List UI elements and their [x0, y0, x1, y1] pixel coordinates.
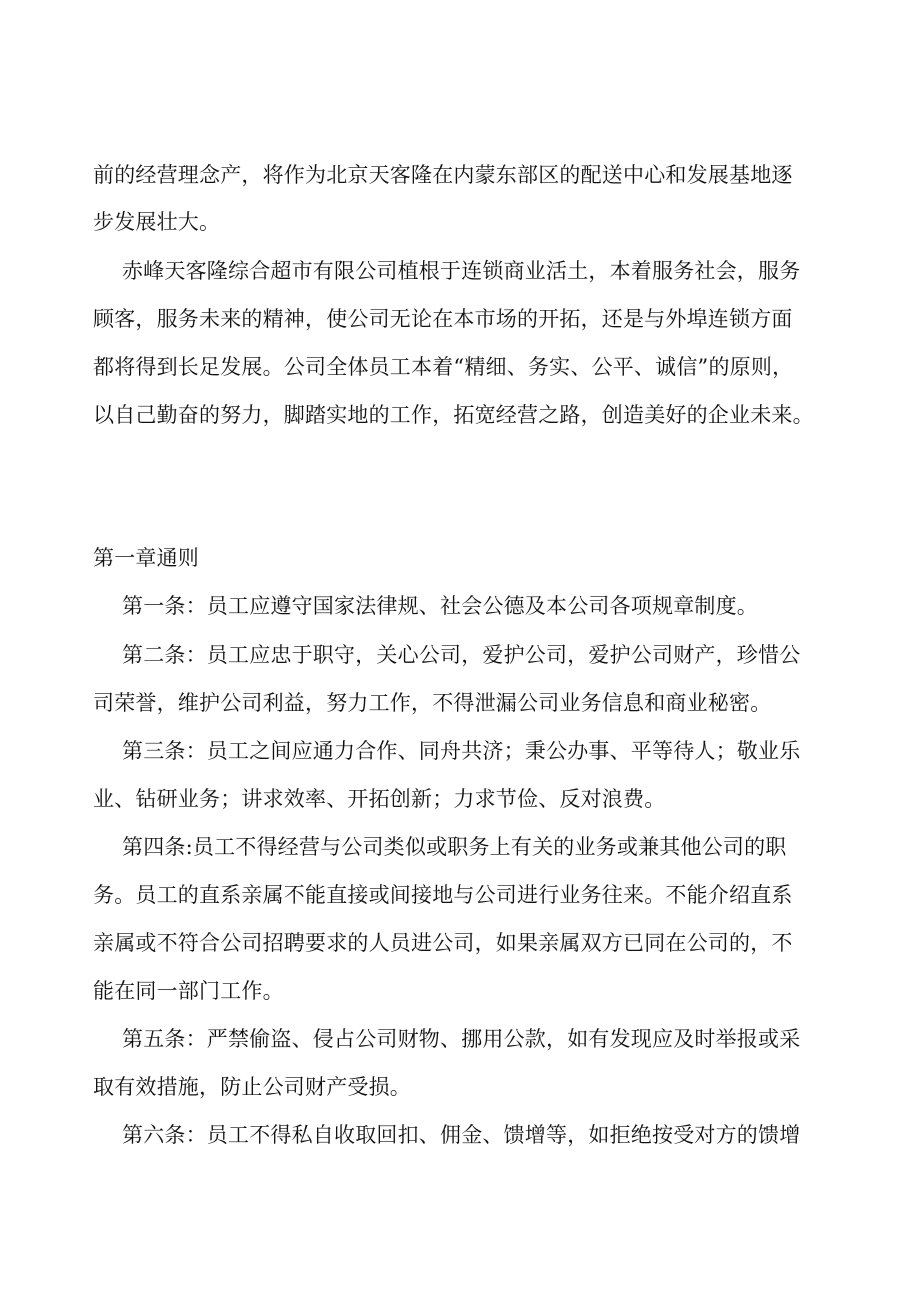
article-line: 能在同一部门工作。: [93, 979, 284, 1003]
intro-line: 步发展壮大。: [93, 210, 221, 234]
article-line: 业、钻研业务；讲求效率、开拓创新；力求节俭、反对浪费。: [93, 787, 666, 811]
article-line: 第二条：员工应忠于职守，关心公司，爱护公司，爱护公司财产，珍惜公: [122, 643, 801, 667]
article-line: 务。员工的直系亲属不能直接或间接地与公司进行业务往来。不能介绍直系: [93, 883, 793, 907]
intro-line: 赤峰天客隆综合超市有限公司植根于连锁商业活土，本着服务社会，服务: [122, 259, 801, 283]
article-line: 亲属或不符合公司招聘要求的人员进公司，如果亲属双方已同在公司的，不: [93, 931, 793, 955]
article-line: 第一条：员工应遵守国家法律规、社会公德及本公司各项规章制度。: [122, 594, 758, 618]
article-line: 第五条：严禁偷盗、侵占公司财物、挪用公款，如有发现应及时举报或采: [122, 1027, 801, 1051]
chapter-title: 第一章通则: [93, 546, 199, 570]
intro-line: 前的经营理念产，将作为北京天客隆在内蒙东部区的配送中心和发展基地逐: [93, 163, 793, 187]
article-line: 第四条:员工不得经营与公司类似或职务上有关的业务或兼其他公司的职: [122, 835, 787, 859]
article-line: 司荣誉，维护公司利益，努力工作，不得泄漏公司业务信息和商业秘密。: [93, 691, 772, 715]
article-line: 第六条：员工不得私自收取回扣、佣金、馈增等，如拒绝按受对方的馈增: [122, 1123, 801, 1147]
article-line: 第三条：员工之间应通力合作、同舟共济；秉公办事、平等待人；敬业乐: [122, 739, 801, 763]
intro-line: 以自己勤奋的努力，脚踏实地的工作，拓宽经营之路，创造美好的企业未来。: [93, 403, 814, 427]
intro-line: 顾客，服务未来的精神，使公司无论在本市场的开拓，还是与外埠连锁方面: [93, 307, 793, 331]
article-line: 取有效措施，防止公司财产受损。: [93, 1075, 411, 1099]
intro-line: 都将得到长足发展。公司全体员工本着“精细、务实、公平、诚信”的原则，: [93, 355, 794, 379]
